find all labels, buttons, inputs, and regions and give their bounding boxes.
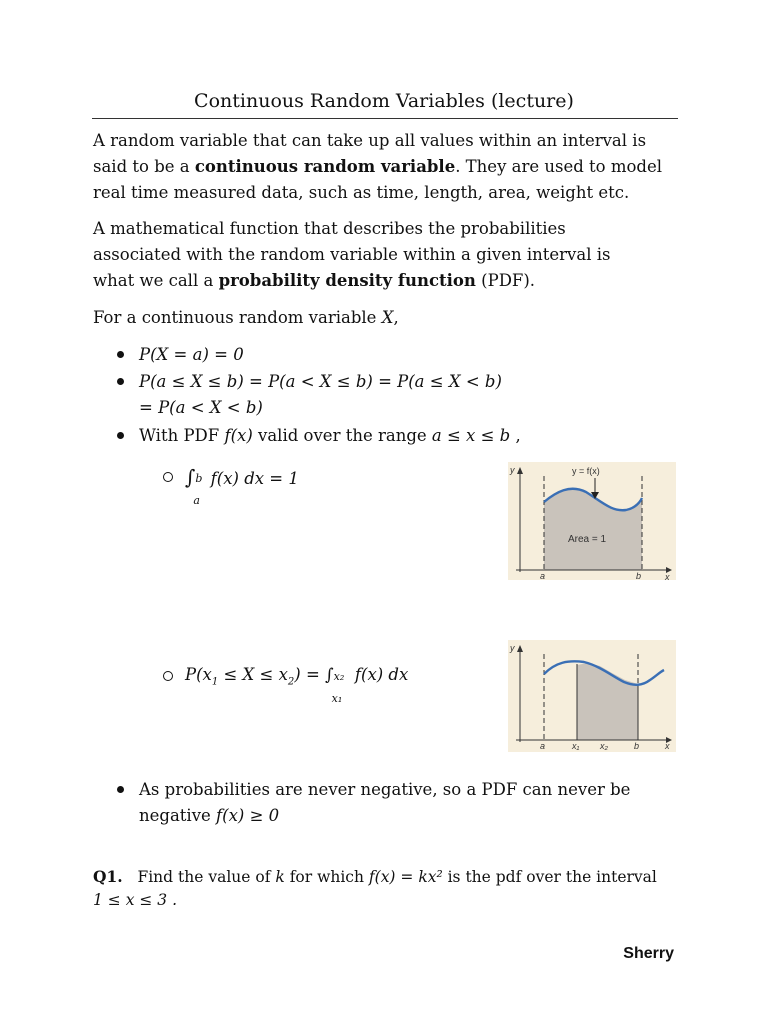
bullet-pdf-range [139, 423, 521, 449]
b3-pre: With PDF [139, 426, 225, 445]
q1-text-mid: for which [284, 868, 369, 886]
bullet-equal-probs-line1: P(a ≤ X ≤ b) = P(a < X ≤ b) = P(a ≤ X < b) [139, 372, 502, 391]
p2-line3-pre: what we call a [93, 271, 219, 290]
sub2-s1: 1 [211, 676, 219, 688]
sub2-eq: ) = ∫ [294, 665, 334, 684]
sub-bullet-prob-interval [185, 662, 409, 705]
bullet-dot [117, 378, 124, 385]
bullet-dot [117, 351, 124, 358]
integral-body: f(x) dx = 1 [205, 469, 299, 488]
graph2-x2-label: x₂ [600, 741, 608, 751]
author-signature: Sherry [623, 945, 674, 962]
q1-line2: 1 ≤ x ≤ 3 . [93, 891, 178, 909]
bullet-equal-probs-line2: = P(a < X < b) [139, 398, 263, 417]
p2-line3 [93, 268, 683, 294]
graph2-y-label: y [510, 643, 515, 653]
graph1-b-label: b [636, 571, 642, 580]
q1-k: k [275, 868, 285, 886]
title-underline [92, 118, 678, 119]
graph1-a-label: a [540, 571, 546, 580]
b3-fx: f(x) [224, 426, 253, 445]
term-continuous-random-variable: continuous random variable [194, 157, 456, 176]
b3-mid: valid over the range [252, 426, 432, 445]
sub2-mid: ≤ X ≤ x [218, 665, 288, 684]
sub-bullet-integral-one [185, 464, 299, 507]
q1-label: Q1. [93, 867, 123, 886]
b4-math: f(x) ≥ 0 [216, 806, 280, 825]
p1-line1: A random variable that can take up all values within an interval is [93, 131, 647, 150]
sub2-integral-lower: x₁ [331, 692, 343, 705]
q1-fx: f(x) = kx² [368, 868, 443, 886]
q1-text-post: is the pdf over the interval [442, 868, 657, 886]
b4-pre: negative [139, 806, 217, 825]
b3-post: , [510, 426, 521, 445]
shaded-interval [577, 663, 638, 740]
bullet-nonnegative-line1: As probabilities are never negative, so a PDF can never be [139, 780, 631, 799]
sub2-integral-upper: x₂ [333, 670, 345, 683]
paragraph-pdf [93, 216, 683, 294]
sub2-body: f(x) dx [349, 665, 409, 684]
paragraph-for-crv [93, 305, 683, 331]
p1-line2-pre: said to be a [93, 157, 195, 176]
graph1-x-label: x [665, 572, 670, 580]
graph1-area-label: Area = 1 [568, 534, 607, 545]
graph2-a-label: a [540, 741, 546, 751]
bullet-point-prob-zero: P(X = a) = 0 [139, 345, 244, 364]
b3-range: a ≤ x ≤ b [431, 426, 511, 445]
question-1 [93, 865, 693, 912]
bullet-dot [117, 432, 124, 439]
page-title: Continuous Random Variables (lecture) [194, 90, 574, 112]
p1-line2 [93, 154, 683, 180]
pdf-interval-graph [508, 640, 676, 752]
p3-pre: For a continuous random variable [93, 308, 382, 327]
p3-var: X [381, 308, 394, 327]
integral-sign: ∫ [185, 465, 196, 489]
sub-bullet-circle [163, 472, 173, 482]
integral-upper: b [195, 472, 203, 485]
graph2-b-label: b [634, 741, 640, 751]
p2-line3-post: (PDF). [475, 271, 536, 290]
bullet-dot [117, 786, 124, 793]
integral-lower: a [193, 494, 200, 507]
q1-text-pre: Find the value of [137, 868, 276, 886]
p2-line1: A mathematical function that describes the probabilities [93, 219, 566, 238]
p1-line2-post: . They are used to model [455, 157, 663, 176]
sub-bullet-circle [163, 671, 173, 681]
p3-post: , [393, 308, 399, 327]
sub2-s2: 2 [287, 676, 295, 688]
graph1-curve-label: y = f(x) [572, 466, 600, 476]
graph2-x1-label: x₁ [572, 741, 580, 751]
sub2-pre: P(x [185, 665, 212, 684]
shaded-area [544, 488, 642, 570]
term-pdf: probability density function [218, 271, 476, 290]
p1-line3: real time measured data, such as time, length, area, weight etc. [93, 183, 630, 202]
q1-line1 [93, 865, 693, 889]
graph1-y-label: y [510, 465, 515, 475]
paragraph-definition [93, 128, 683, 206]
p2-line2: associated with the random variable within a given interval is [93, 245, 611, 264]
bullet-nonnegative-line2 [139, 803, 279, 829]
graph2-x-label: x [665, 741, 670, 751]
pdf-area-graph [508, 462, 676, 580]
